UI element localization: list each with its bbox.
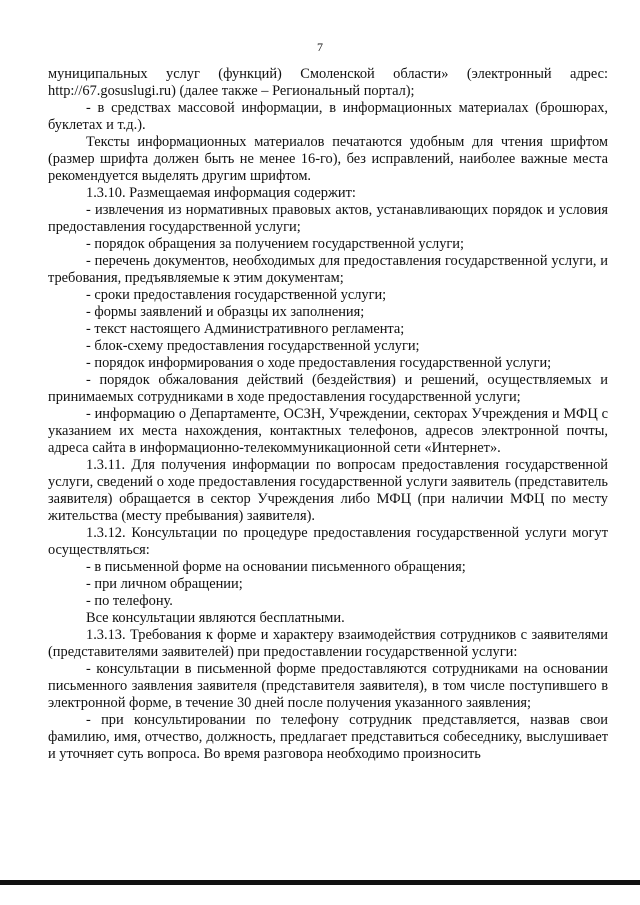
paragraph: - по телефону. xyxy=(86,593,173,609)
paragraph: Тексты информационных материалов печатаются удобным для чтения шрифтом (размер шрифта должен быть не менее 16-го), без исправлений, наиболее важные места рекомендуется выделять другим шрифтом. xyxy=(48,134,608,184)
bottom-rule xyxy=(0,880,640,885)
paragraph: 1.3.12. Консультации по процедуре предоставления государственной услуги могут осуществляться: xyxy=(48,525,608,558)
paragraph: - консультации в письменной форме предоставляются сотрудниками на основании письменного заявления заявителя (представителя заявителя), в том числе поступившего в электронной форме, в течение 30 дней после получения указанного заявления; xyxy=(48,661,608,711)
paragraph: муниципальных услуг (функций) Смоленской области» (электронный адрес: http://67.gosuslugi.ru) (далее также – Региональный портал); xyxy=(48,66,608,99)
paragraph: 1.3.13. Требования к форме и характеру взаимодействия сотрудников с заявителями (представителями заявителей) при предоставлении государственной услуги: xyxy=(48,627,608,660)
paragraph: - порядок информирования о ходе предоставления государственной услуги; xyxy=(86,355,552,371)
paragraph: Все консультации являются бесплатными. xyxy=(86,610,345,626)
paragraph: - в письменной форме на основании письменного обращения; xyxy=(86,559,466,575)
paragraph: - сроки предоставления государственной услуги; xyxy=(86,287,387,303)
page-number: 7 xyxy=(317,40,323,54)
document-body xyxy=(48,66,608,763)
paragraph: - блок-схему предоставления государственной услуги; xyxy=(86,338,420,354)
paragraph: - порядок обжалования действий (бездействия) и решений, осуществляемых и принимаемых сотрудниками в ходе предоставления государственной услуги; xyxy=(48,372,608,405)
paragraph: - извлечения из нормативных правовых актов, устанавливающих порядок и условия предоставления государственной услуги; xyxy=(48,202,608,235)
paragraph: 1.3.11. Для получения информации по вопросам предоставления государственной услуги, сведений о ходе предоставления государственной услуги заявитель (представитель заявителя) обращается в сектор Учреждения либо МФЦ (при наличии МФЦ по месту жительства (месту пребывания) заявителя). xyxy=(48,457,608,524)
paragraph: - текст настоящего Административного регламента; xyxy=(86,321,405,337)
paragraph: - перечень документов, необходимых для предоставления государственной услуги, и требования, предъявляемые к этим документам; xyxy=(48,253,608,286)
paragraph: - в средствах массовой информации, в информационных материалах (брошюрах, буклетах и т.д.). xyxy=(48,100,608,133)
paragraph: - информацию о Департаменте, ОСЗН, Учреждении, секторах Учреждения и МФЦ с указанием их места нахождения, контактных телефонов, адресов электронной почты, адреса сайта в информационно-телекоммуникационной сети «Интернет». xyxy=(48,406,608,456)
paragraph: 1.3.10. Размещаемая информация содержит: xyxy=(86,185,356,201)
paragraph: - при личном обращении; xyxy=(86,576,243,592)
paragraph: - формы заявлений и образцы их заполнения; xyxy=(86,304,365,320)
paragraph: - при консультировании по телефону сотрудник представляется, назвав свои фамилию, имя, отчество, должность, предлагает представиться собеседнику, выслушивает и уточняет суть вопроса. Во время разговора необходимо произносить xyxy=(48,712,608,762)
paragraph: - порядок обращения за получением государственной услуги; xyxy=(86,236,464,252)
